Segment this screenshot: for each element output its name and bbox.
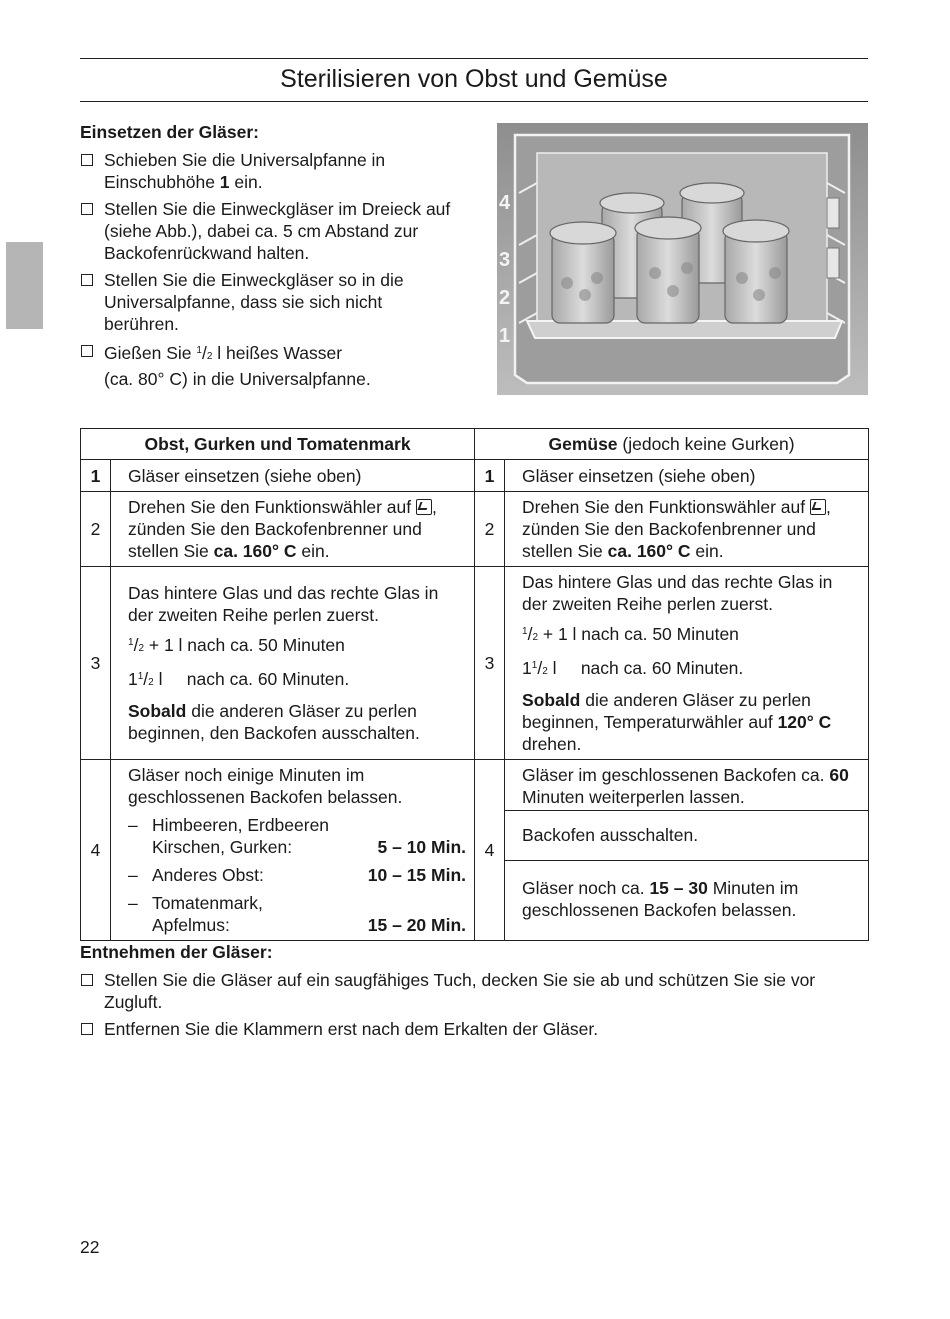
step-text: Drehen Sie den Funktionswähler auf , zünden Sie den Backofenbrenner und stellen Sie ca. 160° C ein. xyxy=(505,492,869,567)
shelf-level-label: 4 xyxy=(499,192,511,214)
step-text: Gläser einsetzen (siehe oben) xyxy=(505,460,869,492)
checkbox-icon xyxy=(81,1023,93,1035)
chapter-tab-marker xyxy=(6,242,43,329)
step-number: 3 xyxy=(81,567,111,760)
step-text: Drehen Sie den Funktionswähler auf , zünden Sie den Backofenbrenner und stellen Sie ca. 160° C ein. xyxy=(111,492,475,567)
list-item: Stellen Sie die Gläser auf ein saugfähiges Tuch, decken Sie sie ab und schützen Sie sie vor Zugluft. xyxy=(80,969,870,1013)
step-number: 1 xyxy=(475,460,505,492)
list-item: – Tomatenmark, Apfelmus: 15 – 20 Min. xyxy=(128,893,467,935)
left-column-header: Obst, Gurken und Tomatenmark xyxy=(81,429,475,460)
list-item: – Himbeeren, Erdbeeren Kirschen, Gurken: 5 – 10 Min. xyxy=(128,815,467,857)
oven-function-icon xyxy=(416,499,432,515)
step-text: Gläser einsetzen (siehe oben) xyxy=(111,460,475,492)
step-text-subrows xyxy=(505,760,869,941)
table-header-row xyxy=(81,429,869,460)
step-text: Gläser noch einige Minuten im geschlossenen Backofen belassen. – Himbeeren, Erdbeeren Kirschen, Gurken: 5 – 10 Min. – Anderes Obst: 10 – 15 Min. – Tomatenmark, Apfelmus: 15 – 20 Min. xyxy=(111,760,475,941)
step-number: 3 xyxy=(475,567,505,760)
step-text: Das hintere Glas und das rechte Glas in der zweiten Reihe perlen zuerst. $^1$/2 + 1 l nach ca. 50 Minuten $1^1/2$ l nach ca. 60 Minuten. Sobald die anderen Gläser zu perlen beginnen, Temperaturwähler auf 120° C drehen. xyxy=(505,567,869,760)
shelf-level-label: 1 xyxy=(499,325,511,347)
page-title: Sterilisieren von Obst und Gemüse xyxy=(280,65,668,93)
shelf-level-label: 3 xyxy=(499,249,511,271)
table-row xyxy=(81,460,869,492)
sub-step: Backofen ausschalten. xyxy=(505,810,868,860)
checkbox-icon xyxy=(81,974,93,986)
step-number: 4 xyxy=(81,760,111,941)
sub-step: Gläser im geschlossenen Backofen ca. 60 Minuten weiterperlen lassen. xyxy=(505,762,868,810)
sub-steps xyxy=(505,762,868,938)
table-row xyxy=(81,492,869,567)
list-item: – Anderes Obst: 10 – 15 Min. xyxy=(128,865,467,885)
sub-step: Gläser noch ca. 15 – 30 Minuten im geschlossenen Backofen belassen. xyxy=(522,878,799,921)
steps-table xyxy=(80,428,869,941)
step-number: 2 xyxy=(81,492,111,567)
list-item: Gießen Sie $^1$/2 l heißes Wasser (ca. 80° C) in die Universalpfanne. xyxy=(80,340,460,390)
step-number: 1 xyxy=(81,460,111,492)
insert-heading: Einsetzen der Gläser: xyxy=(80,122,259,142)
page-number: 22 xyxy=(80,1237,100,1257)
step-text: Das hintere Glas und das rechte Glas in der zweiten Reihe perlen zuerst. $^1$/2 + 1 l nach ca. 50 Minuten $1^1/2$ l nach ca. 60 Minuten. Sobald die anderen Gläser zu perlen beginnen, den Backofen ausschalten. xyxy=(111,567,475,760)
checkbox-icon xyxy=(81,154,93,166)
shelf-level-label: 2 xyxy=(499,287,511,309)
checkbox-icon xyxy=(81,274,93,286)
list-item: Schieben Sie die Universalpfanne in Einschubhöhe 1 ein. xyxy=(80,149,460,193)
checkbox-icon xyxy=(81,203,93,215)
oven-function-icon xyxy=(810,499,826,515)
insert-bullet-list xyxy=(80,149,460,395)
step-number: 4 xyxy=(475,760,505,941)
checkbox-icon xyxy=(81,345,93,357)
oven-jars-illustration xyxy=(497,123,868,395)
step-number: 2 xyxy=(475,492,505,567)
remove-heading: Entnehmen der Gläser: xyxy=(80,942,273,962)
table-row xyxy=(81,567,869,760)
list-item: Stellen Sie die Einweckgläser im Dreieck auf (siehe Abb.), dabei ca. 5 cm Abstand zur Backofenrückwand halten. xyxy=(80,198,460,264)
right-column-header: Gemüse (jedoch keine Gurken) xyxy=(475,429,869,460)
list-item: Entfernen Sie die Klammern erst nach dem Erkalten der Gläser. xyxy=(80,1018,870,1040)
list-item: Stellen Sie die Einweckgläser so in die Universalpfanne, dass sie sich nicht berühren. xyxy=(80,269,460,335)
table-row xyxy=(81,760,869,941)
remove-bullet-list xyxy=(80,969,870,1045)
page-title-bar xyxy=(80,58,868,102)
